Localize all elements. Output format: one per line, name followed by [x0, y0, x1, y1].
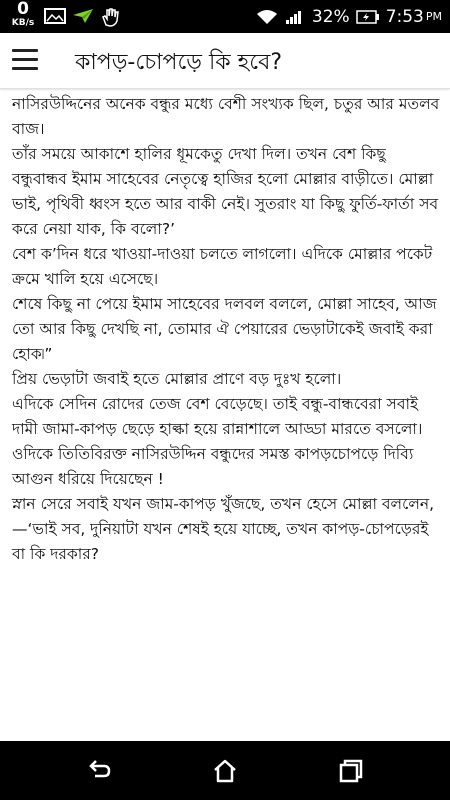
home-icon[interactable] — [212, 758, 238, 784]
clock-time: 7:53 — [385, 6, 424, 27]
wifi-icon — [256, 9, 278, 25]
app-bar — [0, 33, 450, 89]
battery-icon — [356, 10, 380, 24]
article-paragraph: প্রিয় ভেড়াটা জবাই হতে মোল্লার প্রাণে বড় দুঃখ হলো। — [12, 370, 342, 388]
article-paragraph: তাঁর সময়ে আকাশে হালির ধূমকেতু দেখা দিল। তখন বেশ কিছু বন্ধুবান্ধব ইমাম সাহেবের নেতৃত্বে হাজির হলো মোল্লার বাড়ীতে। মোল্লা ভাই, পৃথিবী ধ্বংস হতে আর বাকী নেই। সুতরাং যা কিছু ফুর্তি-ফার্তা সব করে নেয়া যাক, কি বলো?’ — [12, 145, 439, 238]
network-speed-unit: KB/s — [11, 18, 35, 28]
navigation-bar — [0, 741, 450, 800]
paper-plane-icon — [72, 7, 94, 25]
network-speed — [6, 1, 40, 28]
article-paragraph: শেষে কিছু না পেয়ে ইমাম সাহেবের দলবল বললে, মোল্লা সাহেব, আজ তো আর কিছু দেখছি না, তোমার ঐ পেয়ারের ভেড়াটাকেই জবাই করা হোক৷” — [12, 295, 437, 363]
hamburger-menu-icon[interactable] — [12, 49, 38, 71]
article-body — [12, 92, 440, 567]
clock-ampm: PM — [425, 10, 442, 23]
article-paragraph: বেশ ক’দিন ধরে খাওয়া-দাওয়া চলতে লাগলো। এদিকে মোল্লার পকেট ক্রমে খালি হয়ে এসেছে। — [12, 245, 433, 288]
page-title: কাপড়-চোপড়ে কি হবে? — [75, 50, 282, 75]
signal-icon — [284, 9, 306, 25]
article-paragraph: নাসিরউদ্দিনের অনেক বন্ধুর মধ্যে বেশী সংখ্যক ছিল, চতুর আর মতলব বাজ। — [12, 95, 440, 138]
status-bar — [0, 0, 450, 33]
network-speed-value: 0 — [17, 0, 29, 19]
article-paragraph: এদিকে সেদিন রোদের তেজ বেশ বেড়েছে। তাই বন্ধু-বান্ধবেরা সবাই দামী জামা-কাপড় ছেড়ে হাল্কা হয়ে রান্নাশালে আড্ডা মারতে বসলো। — [12, 395, 423, 438]
recents-icon[interactable] — [338, 758, 364, 784]
hand-icon — [100, 7, 122, 27]
article-paragraph: স্নান সেরে সবাই যখন জাম-কাপড় খুঁজছে, তখন হেসে মোল্লা বললেন,—‘ভাই সব, দুনিয়াটা যখন শেষই হয়ে যাচ্ছে, তখন কাপড়-চোপড়েরই বা কি দরকার? — [12, 495, 435, 563]
status-right-group — [256, 0, 442, 33]
article-paragraph: ওদিকে তিতিবিরক্ত নাসিরউদ্দিন বন্ধুদের সমস্ত কাপড়চোপড়ে দিব্যি আগুন ধরিয়ে দিয়েছেন ! — [12, 445, 414, 488]
gallery-icon — [44, 7, 66, 25]
battery-percent: 32% — [311, 6, 350, 27]
back-icon[interactable] — [86, 758, 112, 784]
